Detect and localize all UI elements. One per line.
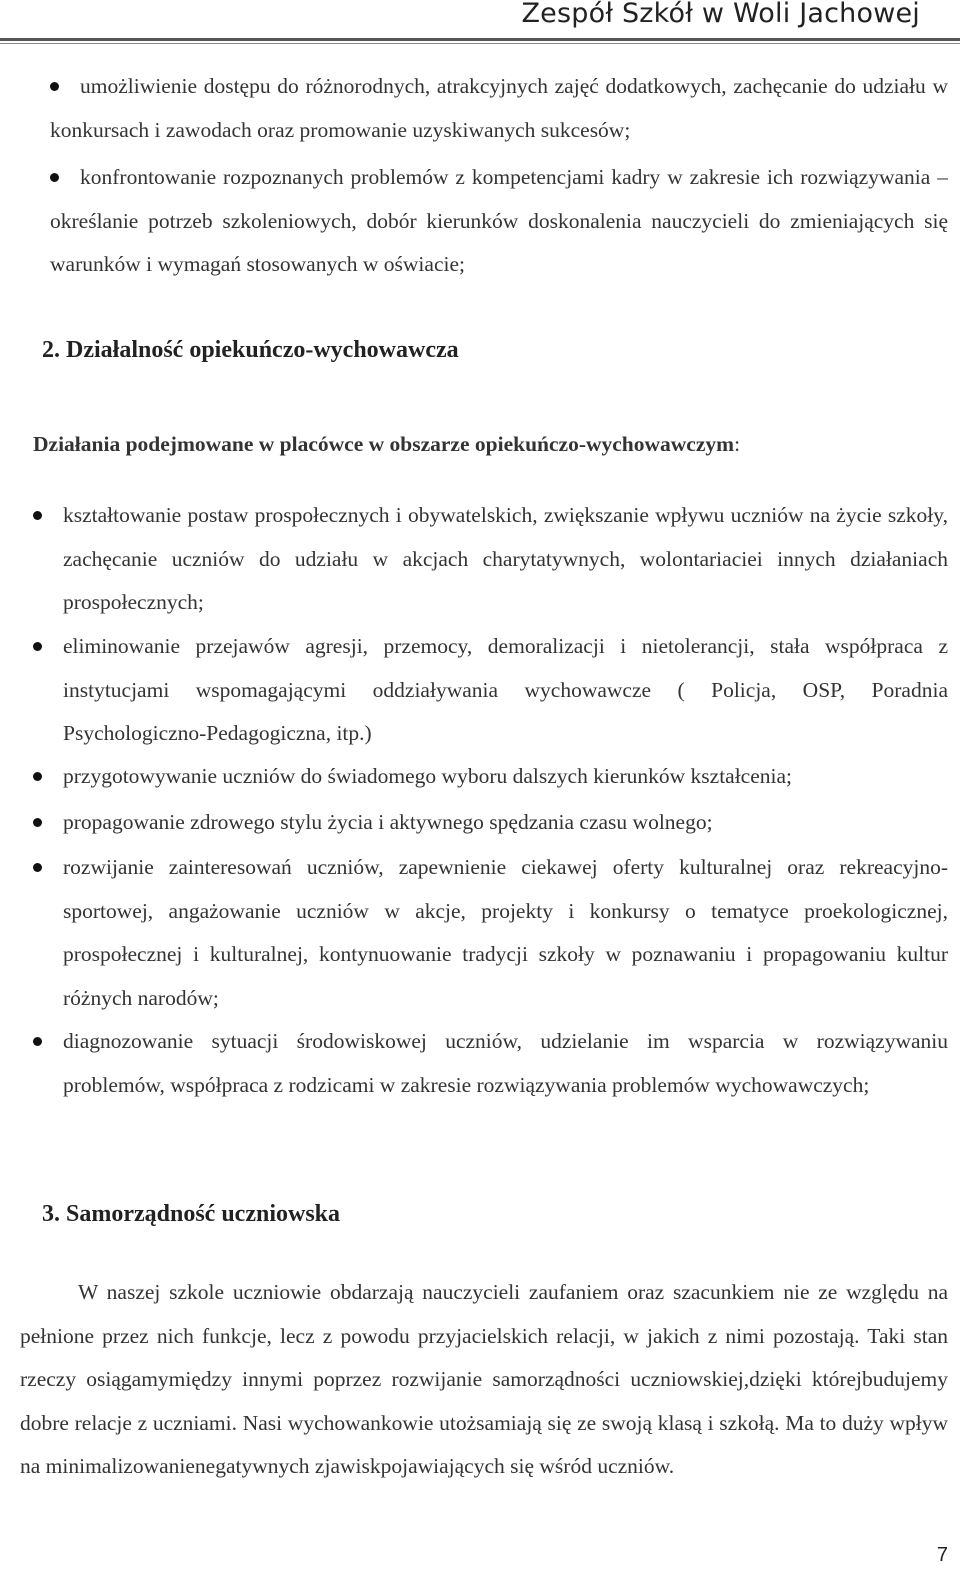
bullet-marker bbox=[33, 818, 42, 827]
section-subheading bbox=[33, 432, 740, 457]
section-number: 2. bbox=[42, 337, 60, 363]
bullet-marker bbox=[33, 863, 42, 872]
section2-bullet-text: kształtowanie postaw prospołecznych i obywatelskich, zwiększanie wpływu uczniów na życie szkoły, zachęcanie uczniów do udziału w akcjach charytatywnych, wolontariaciei innych działaniach prospołecznych; bbox=[63, 503, 948, 614]
section2-bullet-text: przygotowywanie uczniów do świadomego wyboru dalszych kierunków kształcenia; bbox=[63, 764, 793, 788]
page-number: 7 bbox=[936, 1544, 948, 1566]
bullet-marker bbox=[33, 511, 42, 520]
bullet-marker bbox=[33, 772, 42, 781]
section3-paragraph: W naszej szkole uczniowie obdarzają nauczycieli zaufaniem oraz szacunkiem nie ze względu na pełnione przez nich funkcje, lecz z powodu przyjacielskich relacji, w jakich z nimi pozostają. Taki stan rzeczy osiągamymiędzy innymi poprzez rozwijanie samorządności uczniowskiej,dzięki którejbudujemy dobre relacje z uczniami. Nasi wychowankowie utożsamiają się ze swoją klasą i szkołą. Ma to duży wpływ na minimalizowanienegatywnych zjawiskpojawiających się wśród uczniów. bbox=[20, 1280, 948, 1478]
section-number: 3. bbox=[42, 1201, 60, 1227]
bullet-marker bbox=[33, 642, 42, 651]
header-rule bbox=[0, 38, 960, 41]
section2-bullet-text: propagowanie zdrowego stylu życia i aktywnego spędzania czasu wolnego; bbox=[63, 810, 713, 834]
section2-bullet-text: diagnozowanie sytuacji środowiskowej uczniów, udzielanie im wsparcia w rozwiązywaniu problemów, współpraca z rodzicami w zakresie rozwiązywania problemów wychowawczych; bbox=[63, 1029, 948, 1097]
intro-bullet-text: konfrontowanie rozpoznanych problemów z kompetencjami kadry w zakresie ich rozwiązywania – określanie potrzeb szkoleniowych, dobór kierunków doskonalenia nauczycieli do zmieniających się warunków i wymagań stosowanych w oświacie; bbox=[50, 165, 948, 276]
subheading-colon: : bbox=[734, 432, 741, 456]
section-heading bbox=[42, 337, 459, 364]
section-title: Samorządność uczniowska bbox=[66, 1201, 341, 1227]
subheading-text: Działania podejmowane w placówce w obszarze opiekuńczo-wychowawczym bbox=[33, 432, 735, 456]
header-title: Zespół Szkół w Woli Jachowej bbox=[521, 0, 920, 29]
section-title: Działalność opiekuńczo-wychowawcza bbox=[66, 337, 459, 363]
bullet-marker bbox=[33, 1037, 42, 1046]
section2-bullet-text: rozwijanie zainteresowań uczniów, zapewnienie ciekawej oferty kulturalnej oraz rekreacyjno-sportowej, angażowanie uczniów w akcje, projekty i konkursy o tematyce proekologicznej, prospołecznej i kulturalnej, kontynuowanie tradycji szkoły w poznawaniu i propagowaniu kultur różnych narodów; bbox=[63, 855, 948, 1010]
header-rule-thin bbox=[0, 43, 960, 44]
section2-bullet-text: eliminowanie przejawów agresji, przemocy, demoralizacji i nietolerancji, stała współpraca z instytucjami wspomagającymi oddziaływania wychowawcze ( Policja, OSP, Poradnia Psychologiczno-Pedagogiczna, itp.) bbox=[63, 634, 948, 745]
section-heading bbox=[42, 1201, 340, 1228]
intro-bullet-text: umożliwienie dostępu do różnorodnych, atrakcyjnych zajęć dodatkowych, zachęcanie do udziału w konkursach i zawodach oraz promowanie uzyskiwanych sukcesów; bbox=[50, 74, 948, 142]
